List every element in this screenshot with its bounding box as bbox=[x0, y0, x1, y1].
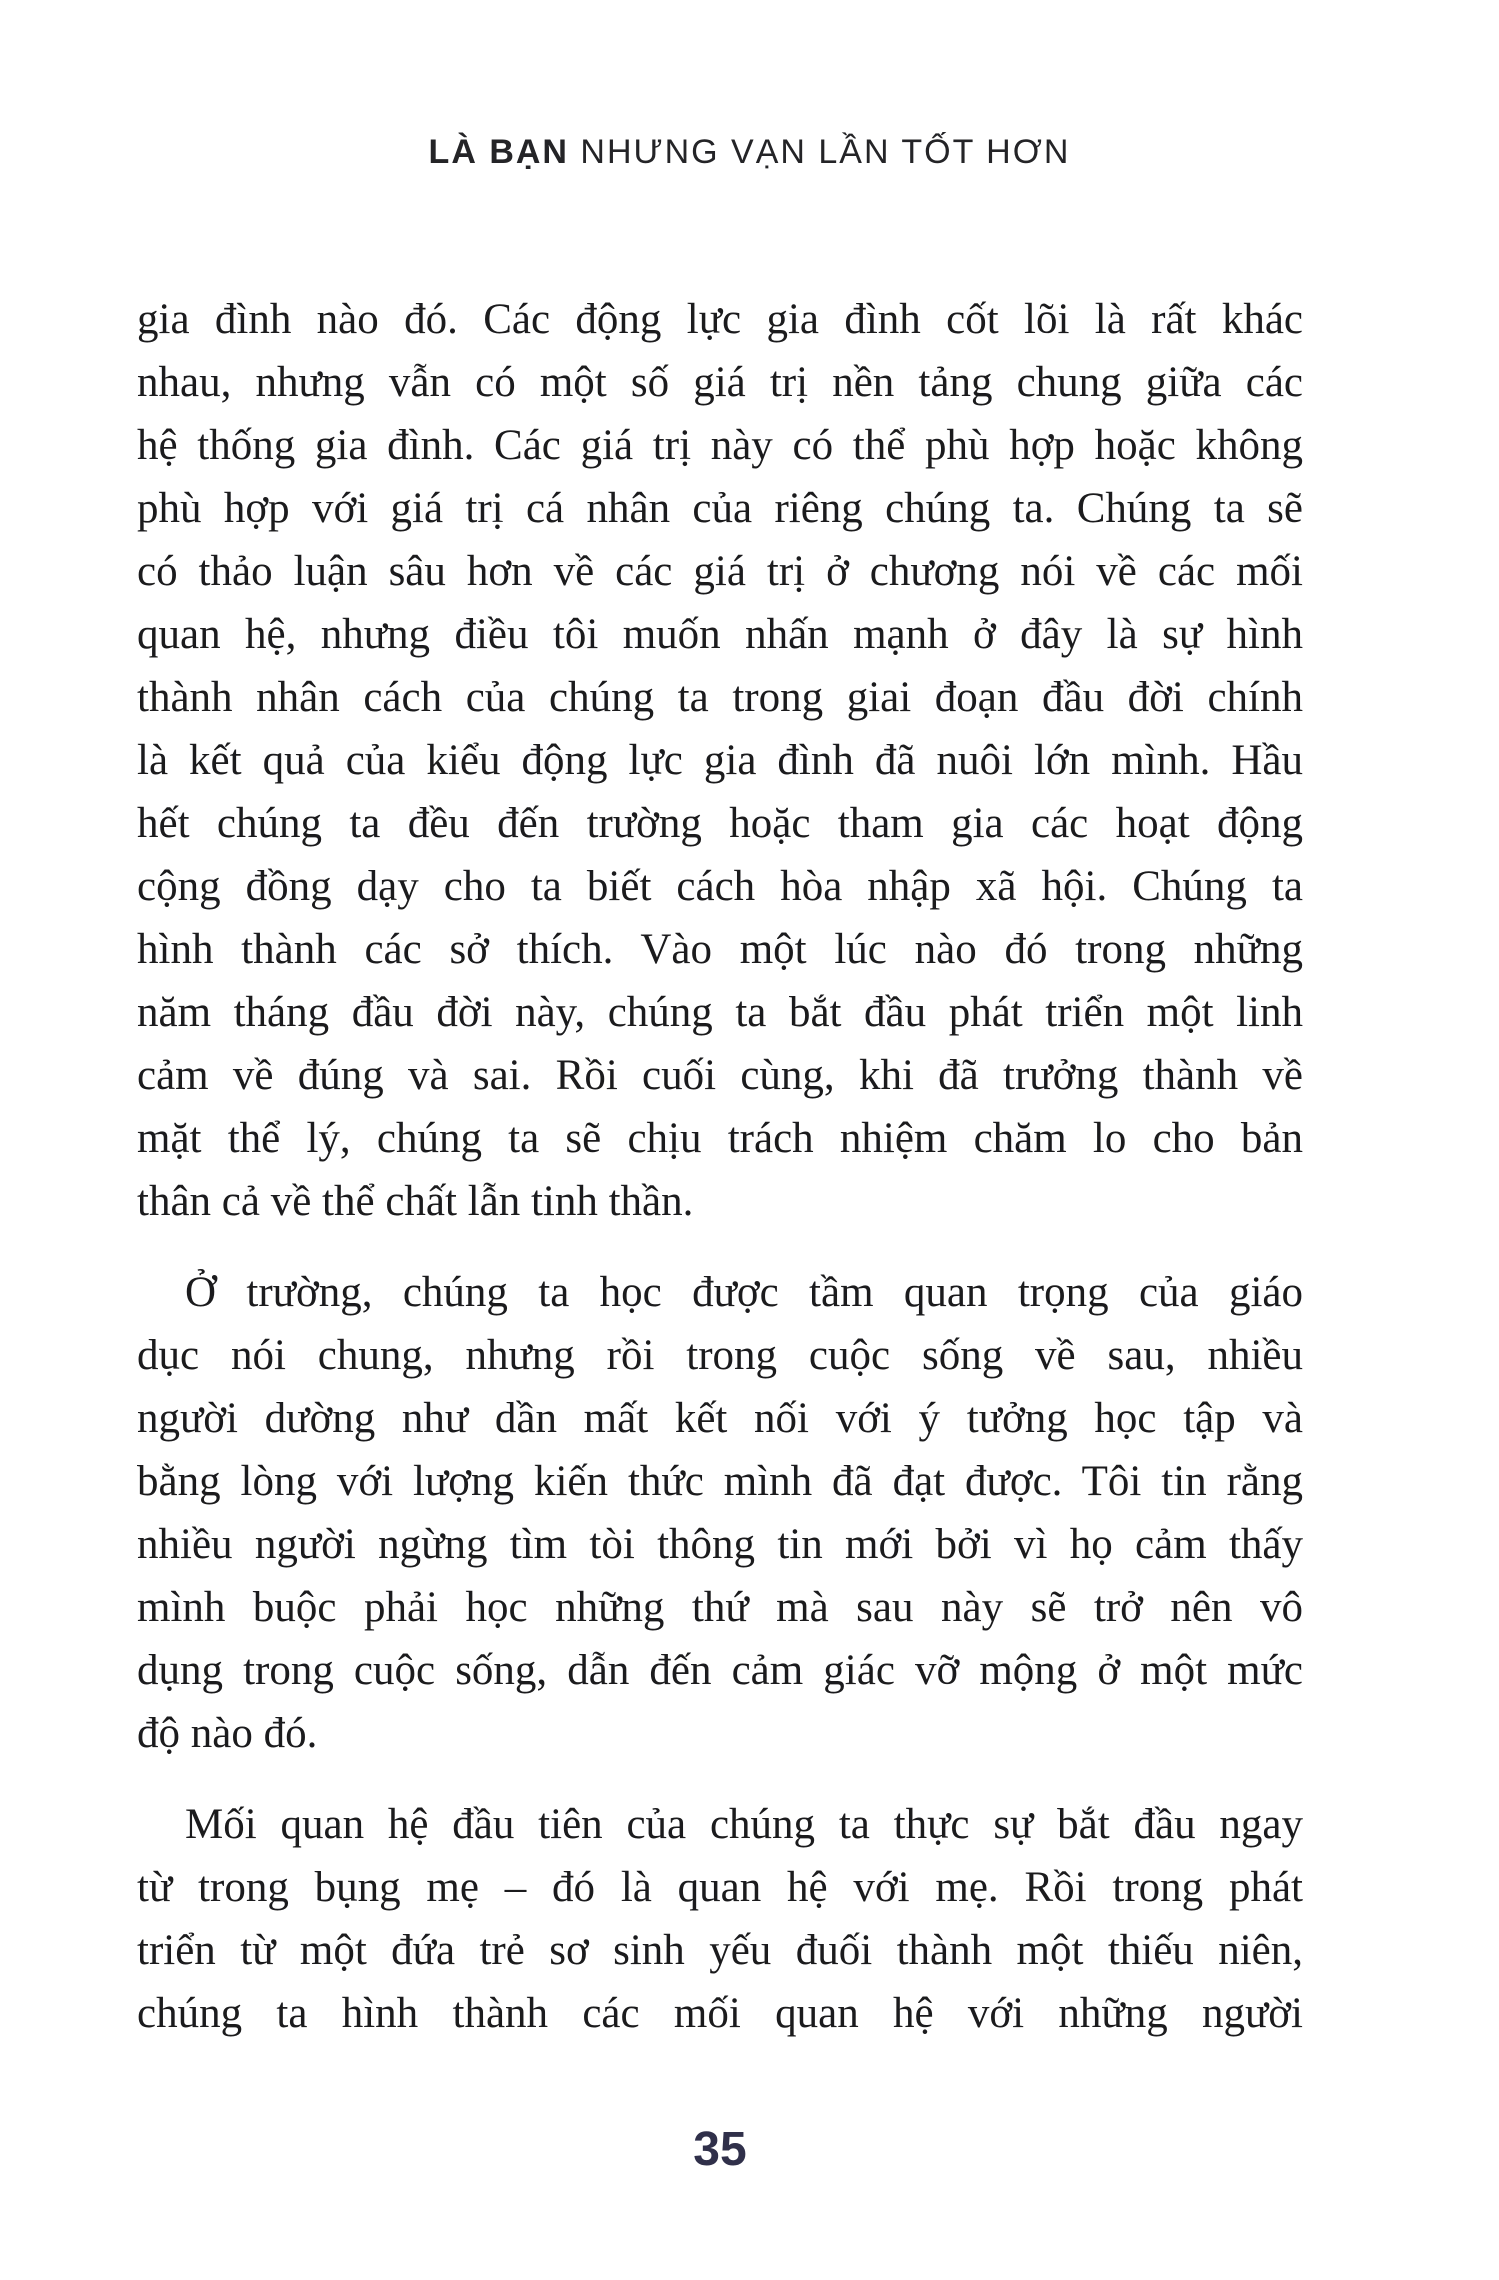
text-line: bằng lòng với lượng kiến thức mình đã đạt được. Tôi tin rằng bbox=[137, 1458, 1303, 1505]
text-line: gia đình nào đó. Các động lực gia đình cốt lõi là rất khác bbox=[137, 296, 1303, 343]
text-line: có thảo luận sâu hơn về các giá trị ở chương nói về các mối bbox=[137, 548, 1303, 595]
text-line: dục nói chung, nhưng rồi trong cuộc sống về sau, nhiều bbox=[137, 1332, 1303, 1379]
running-header-title-bold: LÀ BẠN bbox=[428, 133, 569, 171]
text-line: mặt thể lý, chúng ta sẽ chịu trách nhiệm chăm lo cho bản bbox=[137, 1115, 1303, 1162]
running-header-title-rest: NHƯNG VẠN LẦN TỐT HƠN bbox=[568, 133, 1071, 171]
paragraph bbox=[137, 1793, 1303, 2045]
text-line: mình buộc phải học những thứ mà sau này sẽ trở nên vô bbox=[137, 1584, 1303, 1631]
text-line: hệ thống gia đình. Các giá trị này có thể phù hợp hoặc không bbox=[137, 422, 1303, 469]
text-line: dụng trong cuộc sống, dẫn đến cảm giác vỡ mộng ở một mức bbox=[137, 1647, 1303, 1694]
text-line: là kết quả của kiểu động lực gia đình đã nuôi lớn mình. Hầu bbox=[137, 737, 1303, 784]
text-line: năm tháng đầu đời này, chúng ta bắt đầu phát triển một linh bbox=[137, 989, 1303, 1036]
text-line: cảm về đúng và sai. Rồi cuối cùng, khi đã trưởng thành về bbox=[137, 1052, 1303, 1099]
paragraph bbox=[137, 1261, 1303, 1765]
running-header bbox=[0, 133, 1499, 172]
body-text bbox=[137, 288, 1303, 2045]
text-line: người dường như dần mất kết nối với ý tưởng học tập và bbox=[137, 1395, 1303, 1442]
text-line: quan hệ, nhưng điều tôi muốn nhấn mạnh ở đây là sự hình bbox=[137, 611, 1303, 658]
text-line: cộng đồng dạy cho ta biết cách hòa nhập xã hội. Chúng ta bbox=[137, 863, 1303, 910]
text-line: phù hợp với giá trị cá nhân của riêng chúng ta. Chúng ta sẽ bbox=[137, 485, 1303, 532]
text-line: Ở trường, chúng ta học được tầm quan trọng của giáo bbox=[185, 1269, 1303, 1316]
text-line: hết chúng ta đều đến trường hoặc tham gia các hoạt động bbox=[137, 800, 1303, 847]
paragraph bbox=[137, 288, 1303, 1233]
text-line: độ nào đó. bbox=[137, 1710, 318, 1757]
text-line: hình thành các sở thích. Vào một lúc nào đó trong những bbox=[137, 926, 1303, 973]
text-line: thân cả về thể chất lẫn tinh thần. bbox=[137, 1178, 694, 1225]
text-line: Mối quan hệ đầu tiên của chúng ta thực sự bắt đầu ngay bbox=[185, 1801, 1303, 1848]
text-line: nhau, nhưng vẫn có một số giá trị nền tảng chung giữa các bbox=[137, 359, 1303, 406]
text-line: nhiều người ngừng tìm tòi thông tin mới bởi vì họ cảm thấy bbox=[137, 1521, 1303, 1568]
text-line: từ trong bụng mẹ – đó là quan hệ với mẹ. Rồi trong phát bbox=[137, 1864, 1303, 1911]
page-number: 35 bbox=[693, 2123, 747, 2176]
text-line: triển từ một đứa trẻ sơ sinh yếu đuối thành một thiếu niên, bbox=[137, 1927, 1303, 1974]
text-line: thành nhân cách của chúng ta trong giai đoạn đầu đời chính bbox=[137, 674, 1303, 721]
text-line: chúng ta hình thành các mối quan hệ với những người bbox=[137, 1990, 1303, 2037]
